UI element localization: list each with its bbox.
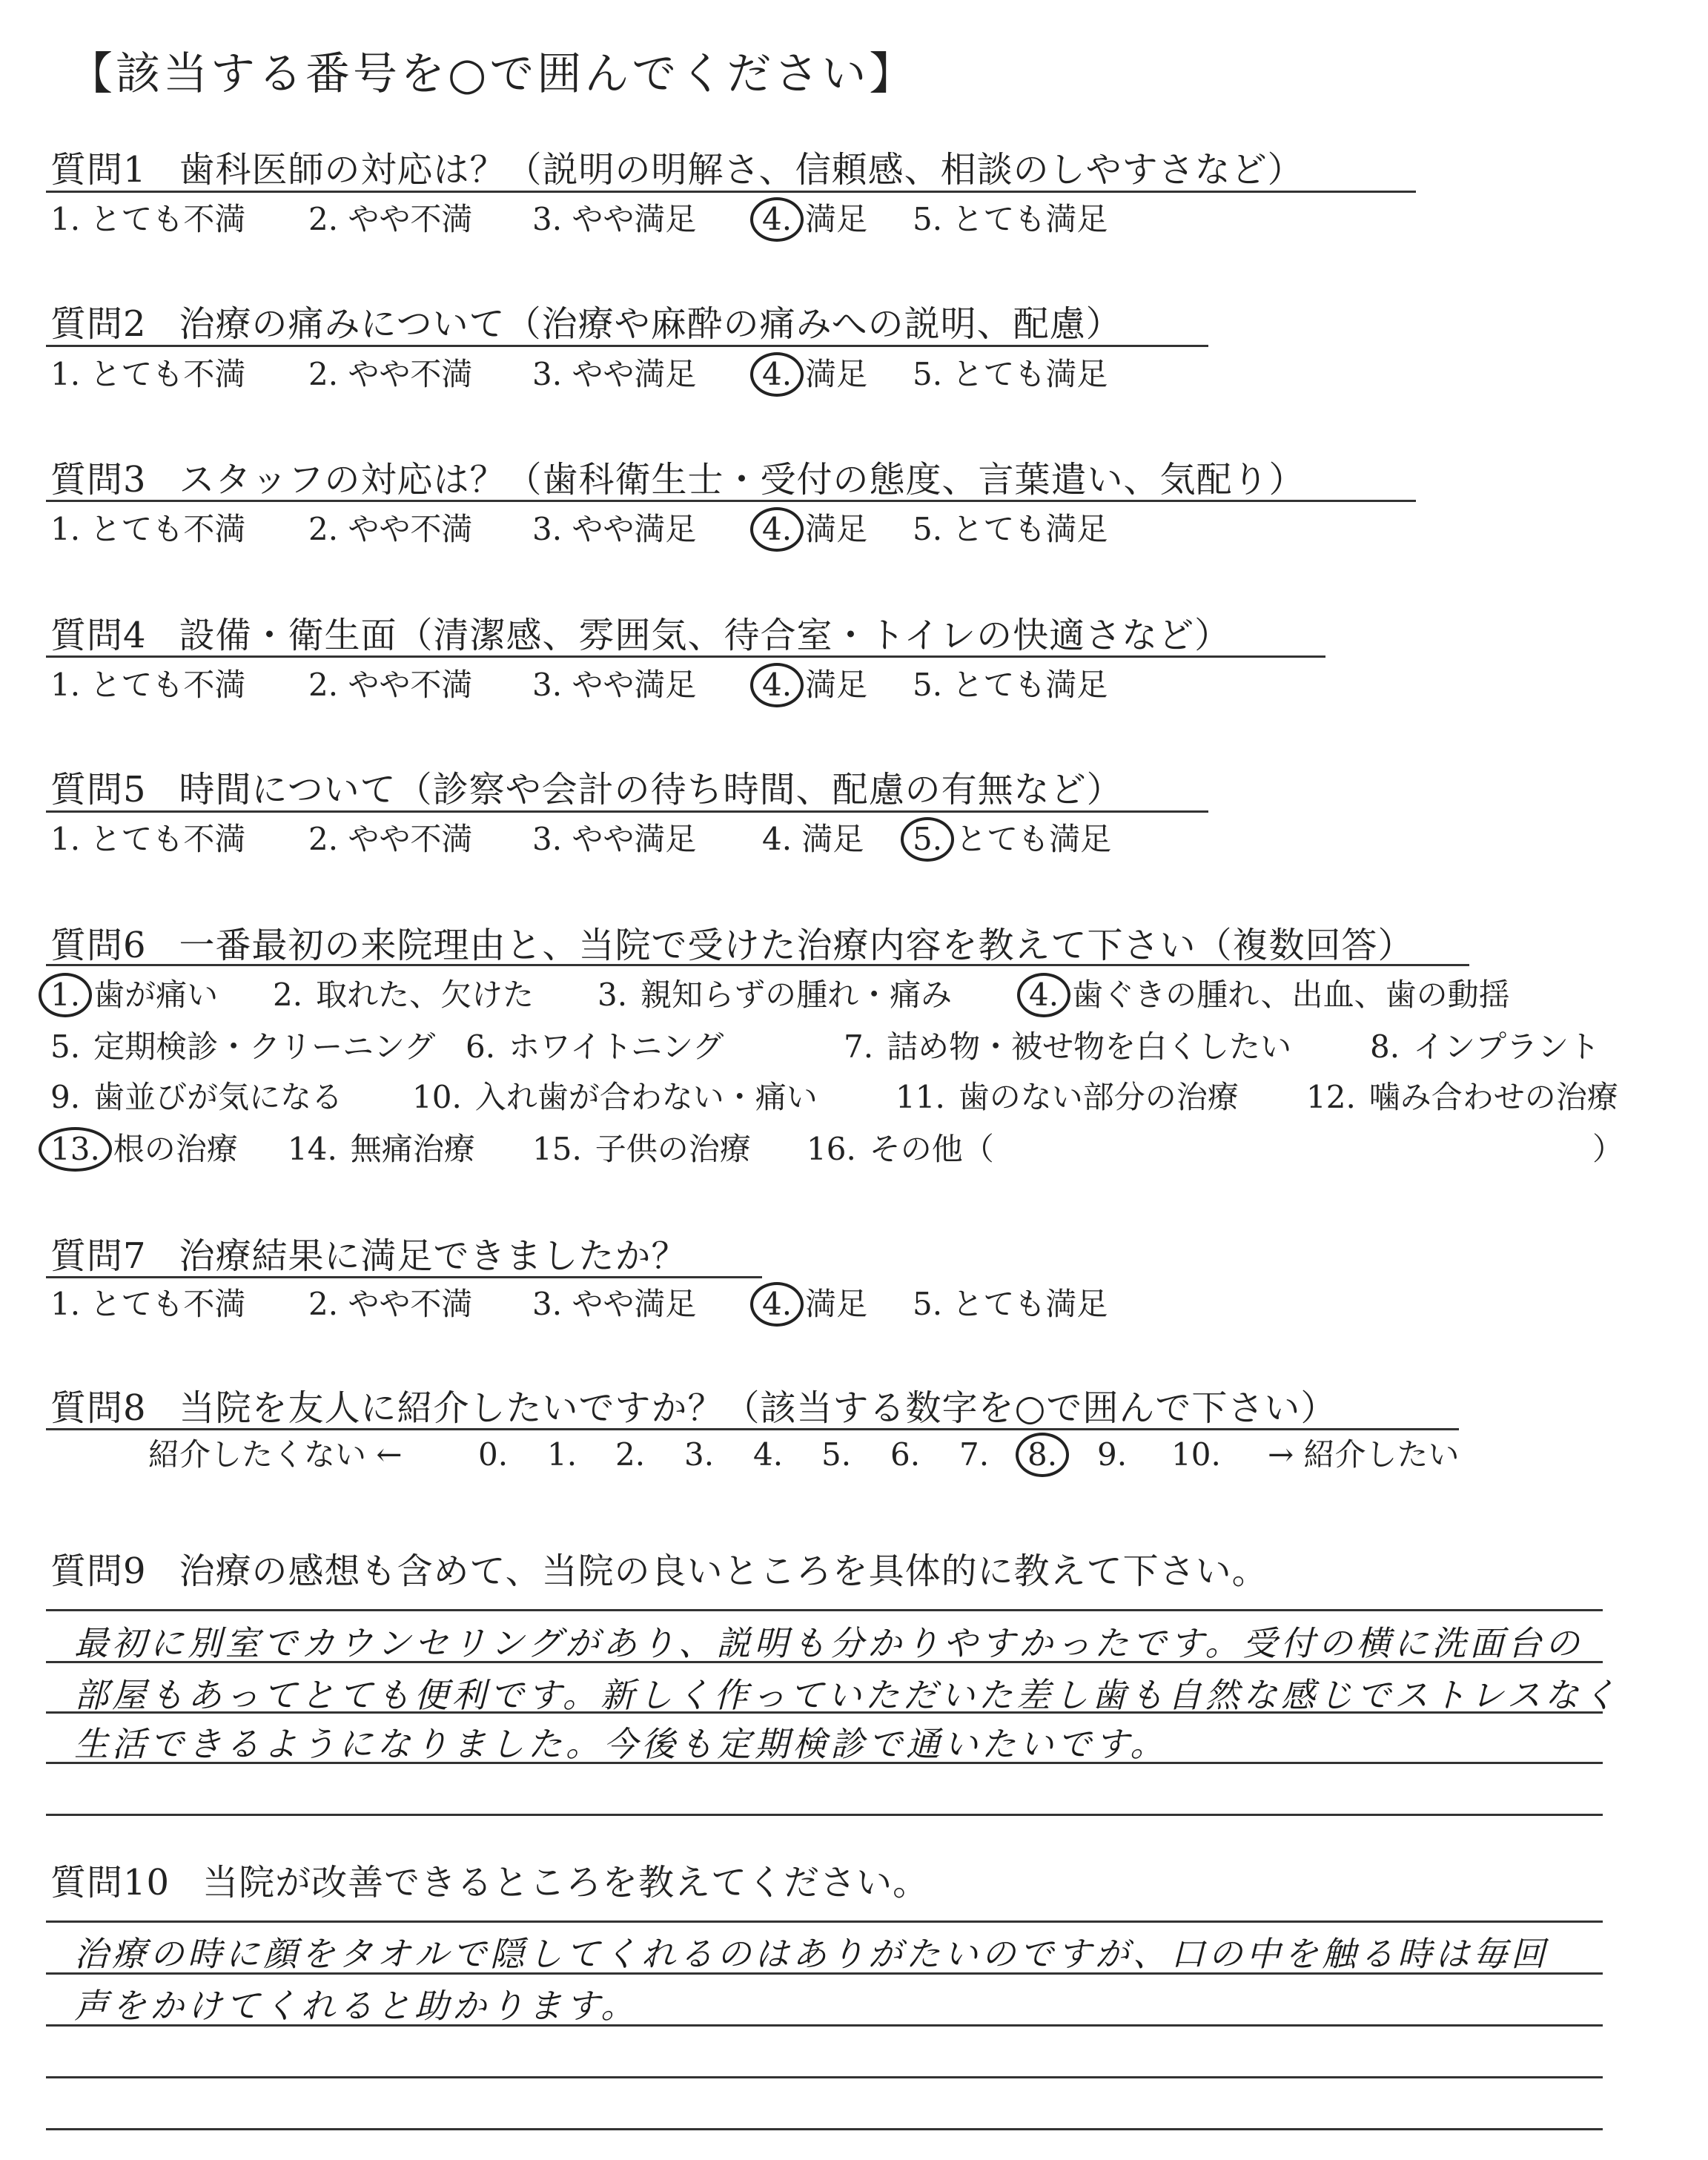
question-text: 時間について（診察や会計の待ち時間、配慮の有無など） xyxy=(179,769,1123,810)
question-text: 設備・衛生面（清潔感、雰囲気、待合室・トイレの快適さなど） xyxy=(179,615,1231,656)
score-2[interactable] xyxy=(615,1431,645,1479)
q6-option-15[interactable] xyxy=(532,1126,751,1173)
question-4-underline xyxy=(46,655,1325,658)
option-number: 12. xyxy=(1306,1079,1356,1115)
question-text: 歯科医師の対応は？（説明の明解さ、信頼感、相談のしやすさなど） xyxy=(179,149,1304,191)
option-number: 4. xyxy=(762,196,792,243)
question-10-answer-area[interactable] xyxy=(46,1902,1603,2136)
option-number: 4. xyxy=(762,1281,792,1328)
option-2[interactable]: 2. やや不満 xyxy=(308,511,473,547)
score-number: 8. xyxy=(1027,1431,1057,1479)
option-number: 2. xyxy=(273,977,303,1013)
option-label: 定期検診・クリーニング xyxy=(93,1028,436,1065)
q6-option-2[interactable] xyxy=(273,971,534,1019)
option-label: 無痛治療 xyxy=(350,1131,475,1167)
question-8-title xyxy=(50,1379,1337,1430)
option-1[interactable]: 1. とても不満 xyxy=(50,1286,246,1322)
handwritten-line: 治療の時に顔をタオルで隠してくれるのはありがたいのですが、口の中を触る時は毎回 xyxy=(74,1934,1549,1974)
score-7[interactable] xyxy=(959,1431,989,1479)
option-1[interactable]: 1. とても不満 xyxy=(50,821,246,857)
score-number: 9. xyxy=(1097,1436,1128,1473)
question-number: 質問7 xyxy=(50,1235,147,1277)
option-number: 16. xyxy=(807,1131,856,1167)
question-5-underline xyxy=(46,810,1208,813)
option-number: 4. xyxy=(762,661,792,709)
question-9-title xyxy=(50,1542,1268,1593)
q6-option-4-selected[interactable] xyxy=(1029,971,1510,1019)
question-4-title xyxy=(50,607,1231,658)
option-number: 10. xyxy=(412,1079,462,1115)
question-number: 質問5 xyxy=(50,769,147,810)
option-number: 11. xyxy=(896,1079,945,1115)
option-number: 4. xyxy=(762,506,792,553)
score-5[interactable] xyxy=(821,1431,851,1479)
score-number: 4. xyxy=(753,1436,784,1473)
question-8-underline xyxy=(46,1428,1459,1430)
option-2[interactable]: 2. やや不満 xyxy=(308,821,473,857)
score-4[interactable] xyxy=(753,1431,783,1479)
option-1[interactable]: 1. とても不満 xyxy=(50,201,246,237)
q6-option-13-selected[interactable] xyxy=(50,1126,238,1173)
question-7-title xyxy=(50,1227,688,1278)
question-1-title xyxy=(50,141,1304,192)
question-number: 質問2 xyxy=(50,303,147,345)
option-4-selected[interactable] xyxy=(762,661,867,709)
q6-option-6[interactable] xyxy=(466,1023,724,1071)
option-label: その他（ xyxy=(869,1131,994,1167)
question-3-title xyxy=(50,451,1305,502)
question-text: 治療の痛みについて（治療や麻酔の痛みへの説明、配慮） xyxy=(179,303,1122,345)
option-label: 満足 xyxy=(805,511,868,547)
score-number: 0. xyxy=(478,1436,509,1473)
option-5[interactable]: 5. とても満足 xyxy=(913,511,1108,547)
q6-option-14[interactable] xyxy=(288,1126,475,1173)
score-number: 3. xyxy=(684,1436,715,1473)
option-2[interactable]: 2. やや不満 xyxy=(308,201,473,237)
handwritten-line: 最初に別室でカウンセリングがあり、説明も分かりやすかったです。受付の横に洗面台の xyxy=(74,1623,1583,1663)
option-1[interactable]: 1. とても不満 xyxy=(50,667,246,703)
option-number: 5. xyxy=(913,816,942,863)
question-number: 質問1 xyxy=(50,149,147,191)
option-label: 満足 xyxy=(805,201,868,237)
option-number: 14. xyxy=(288,1131,337,1167)
option-2[interactable]: 2. やや不満 xyxy=(308,1286,473,1322)
option-number: 3. xyxy=(598,977,628,1013)
score-8-selected[interactable] xyxy=(1027,1431,1057,1479)
option-4-selected[interactable] xyxy=(762,351,867,398)
option-label: 根の治療 xyxy=(113,1131,238,1167)
question-text: 治療の感想も含めて、当院の良いところを具体的に教えて下さい。 xyxy=(179,1550,1268,1592)
q6-option-16[interactable] xyxy=(807,1126,994,1173)
option-3[interactable]: 3. やや満足 xyxy=(532,821,697,857)
question-text: 当院が改善できるところを教えてください。 xyxy=(202,1862,930,1903)
option-label: 満足 xyxy=(805,1286,868,1322)
option-label: 子供の治療 xyxy=(595,1131,751,1167)
q6-option-5[interactable] xyxy=(50,1023,435,1071)
option-label: 歯のない部分の治療 xyxy=(958,1079,1239,1115)
option-4-selected[interactable] xyxy=(762,506,867,553)
option-label: とても満足 xyxy=(956,821,1112,857)
question-number: 質問9 xyxy=(50,1550,147,1592)
option-2[interactable]: 2. やや不満 xyxy=(308,356,473,392)
option-label: 噛み合わせの治療 xyxy=(1368,1079,1618,1115)
question-number: 質問10 xyxy=(50,1862,171,1903)
handwritten-line: 声をかけてくれると助かります。 xyxy=(74,1986,639,2026)
score-number: 7. xyxy=(959,1436,990,1473)
score-number: 5. xyxy=(821,1436,852,1473)
answer-rule xyxy=(46,2128,1603,2130)
scale-right-label: → 紹介したい xyxy=(1268,1436,1460,1473)
question-number: 質問4 xyxy=(50,615,147,656)
q6-other-close-paren: ） xyxy=(1592,1131,1624,1167)
question-2-title xyxy=(50,295,1122,346)
option-4-selected[interactable] xyxy=(762,1281,867,1328)
score-6[interactable] xyxy=(890,1431,920,1479)
question-number: 質問6 xyxy=(50,925,147,966)
option-label: 満足 xyxy=(805,356,868,392)
option-label: 親知らずの腫れ・痛み xyxy=(640,977,953,1013)
option-2[interactable]: 2. やや不満 xyxy=(308,667,473,703)
option-3[interactable]: 3. やや満足 xyxy=(532,201,697,237)
q6-option-1-selected[interactable] xyxy=(50,971,218,1019)
option-5-selected[interactable] xyxy=(913,816,1111,863)
question-number: 質問8 xyxy=(50,1387,147,1429)
q6-option-7[interactable] xyxy=(844,1023,1291,1071)
score-9[interactable] xyxy=(1097,1431,1127,1479)
score-number: 10. xyxy=(1171,1436,1221,1473)
q6-option-12[interactable] xyxy=(1306,1074,1618,1121)
score-0[interactable] xyxy=(478,1431,508,1479)
question-6-title xyxy=(50,916,1414,968)
score-number: 1. xyxy=(547,1436,577,1473)
option-4[interactable]: 4. 満足 xyxy=(762,821,864,857)
score-number: 6. xyxy=(890,1436,921,1473)
option-label: ホワイトニング xyxy=(509,1028,724,1065)
option-number: 13. xyxy=(50,1126,100,1173)
option-3[interactable]: 3. やや満足 xyxy=(532,1286,697,1322)
answer-rule xyxy=(46,2076,1603,2078)
option-number: 4. xyxy=(762,351,792,398)
question-text: 治療結果に満足できましたか？ xyxy=(179,1235,688,1277)
option-3[interactable]: 3. やや満足 xyxy=(532,511,697,547)
q6-option-8[interactable] xyxy=(1370,1023,1600,1071)
page-title: 【該当する番号を○で囲んでください】 xyxy=(68,48,917,100)
option-label: 詰め物・被せ物を白くしたい xyxy=(887,1028,1292,1065)
option-number: 4. xyxy=(1029,971,1059,1019)
question-text: 当院を友人に紹介したいですか？（該当する数字を○で囲んで下さい） xyxy=(179,1387,1337,1429)
answer-rule xyxy=(46,1920,1603,1923)
score-3[interactable] xyxy=(684,1431,714,1479)
option-number: 7. xyxy=(844,1028,874,1065)
option-label: 取れた、欠けた xyxy=(316,977,534,1013)
option-3[interactable]: 3. やや満足 xyxy=(532,667,697,703)
handwritten-line: 部屋もあってとても便利です。新しく作っていただいた差し歯も自然な感じでストレスなく xyxy=(74,1675,1621,1715)
option-3[interactable]: 3. やや満足 xyxy=(532,356,697,392)
q6-option-11[interactable] xyxy=(896,1074,1239,1121)
option-5[interactable]: 5. とても満足 xyxy=(913,201,1108,237)
option-5[interactable]: 5. とても満足 xyxy=(913,356,1108,392)
q6-option-3[interactable] xyxy=(598,971,952,1019)
score-number: 2. xyxy=(615,1436,646,1473)
option-number: 5. xyxy=(50,1028,81,1065)
option-1[interactable]: 1. とても不満 xyxy=(50,511,246,547)
option-label: 入れ歯が合わない・痛い xyxy=(474,1079,818,1115)
answer-rule xyxy=(46,1814,1603,1816)
scale-left-label: 紹介したくない ← xyxy=(148,1436,403,1473)
option-number: 8. xyxy=(1370,1028,1400,1065)
option-label: 歯ぐきの腫れ、出血、歯の動揺 xyxy=(1072,977,1510,1013)
question-number: 質問3 xyxy=(50,459,147,501)
option-number: 9. xyxy=(50,1079,81,1115)
option-label: 歯並びが気になる xyxy=(93,1079,343,1115)
option-number: 15. xyxy=(532,1131,582,1167)
option-4-selected[interactable] xyxy=(762,196,867,243)
option-label: 満足 xyxy=(805,667,868,703)
option-5[interactable]: 5. とても満足 xyxy=(913,667,1108,703)
question-6-underline xyxy=(46,964,1469,966)
answer-rule xyxy=(46,1609,1603,1611)
question-1-underline xyxy=(46,191,1416,193)
option-5[interactable]: 5. とても満足 xyxy=(913,1286,1108,1322)
question-7-underline xyxy=(46,1276,762,1278)
option-number: 1. xyxy=(50,971,80,1019)
handwritten-line: 生活できるようになりました。今後も定期検診で通いたいです。 xyxy=(74,1724,1168,1764)
option-1[interactable]: 1. とても不満 xyxy=(50,356,246,392)
score-10[interactable] xyxy=(1171,1431,1221,1479)
question-5-title xyxy=(50,761,1123,812)
q6-option-9[interactable] xyxy=(50,1074,342,1121)
option-label: インプラント xyxy=(1413,1028,1601,1065)
question-10-title xyxy=(50,1854,929,1905)
question-9-answer-area[interactable] xyxy=(46,1594,1621,1817)
score-1[interactable] xyxy=(547,1431,577,1479)
q6-option-10[interactable] xyxy=(412,1074,818,1121)
option-number: 6. xyxy=(466,1028,496,1065)
question-text: 一番最初の来院理由と、当院で受けた治療内容を教えて下さい（複数回答） xyxy=(179,925,1414,966)
option-label: 歯が痛い xyxy=(93,977,219,1013)
question-3-underline xyxy=(46,500,1416,502)
question-text: スタッフの対応は？（歯科衛生士・受付の態度、言葉遣い、気配り） xyxy=(179,459,1305,501)
question-2-underline xyxy=(46,345,1208,347)
